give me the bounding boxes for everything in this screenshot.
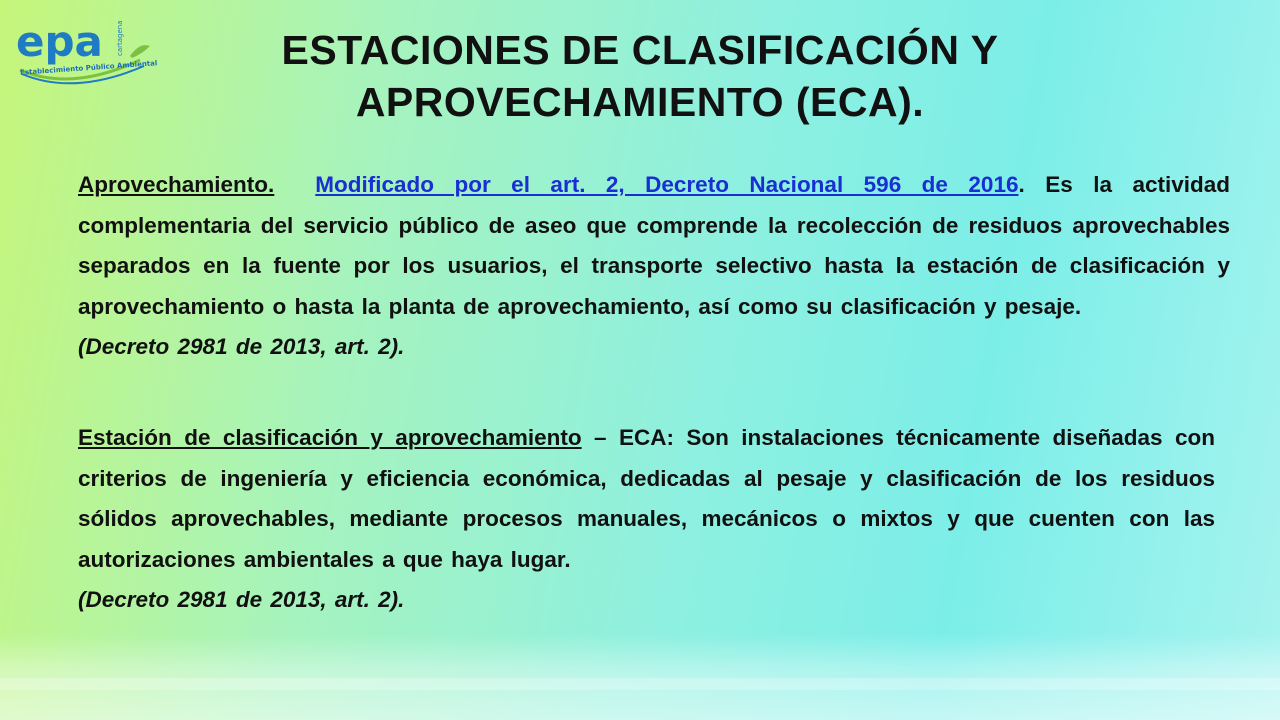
title-line-1: ESTACIONES DE CLASIFICACIÓN Y: [281, 27, 999, 73]
background-stripe: [0, 678, 1280, 690]
background-band: [0, 634, 1280, 720]
link-punctuation: .: [1018, 172, 1025, 197]
epa-logo-icon: [12, 12, 152, 92]
definition-body: – ECA: Son instalaciones técnicamente diseñadas con criterios de ingeniería y eficiencia económica, dedicadas al pesaje y clasificación de los residuos sólidos aprovechables, mediante procesos manuales, mecánicos o mixtos y que cuenten con las autorizaciones ambientales a que haya lugar.: [78, 425, 1215, 572]
decree-link[interactable]: Modificado por el art. 2, Decreto Nacional 596 de 2016: [315, 172, 1019, 197]
definition-eca: [78, 418, 1215, 621]
slide-title: [180, 24, 1100, 128]
definition-aprovechamiento: [78, 165, 1230, 368]
logo-text: epa: [16, 17, 103, 66]
definition-body: Es la actividad complementaria del servicio público de aseo que comprende la recolección de residuos aprovechables separados en la fuente por los usuarios, el transporte selectivo hasta la estación de clasificación y aprovechamiento o hasta la planta de aprovechamiento, así como su clasificación y pesaje.: [78, 172, 1230, 319]
title-line-2: APROVECHAMIENTO (ECA).: [355, 79, 925, 125]
definition-term: Estación de clasificación y aprovechamiento: [78, 425, 582, 450]
definition-citation: (Decreto 2981 de 2013, art. 2).: [78, 334, 405, 359]
definition-citation: (Decreto 2981 de 2013, art. 2).: [78, 587, 405, 612]
logo-subtitle: Establecimiento Público Ambiental: [19, 59, 158, 77]
definition-term: Aprovechamiento.: [78, 172, 275, 197]
logo-vertical-text: cartagena: [116, 20, 124, 56]
